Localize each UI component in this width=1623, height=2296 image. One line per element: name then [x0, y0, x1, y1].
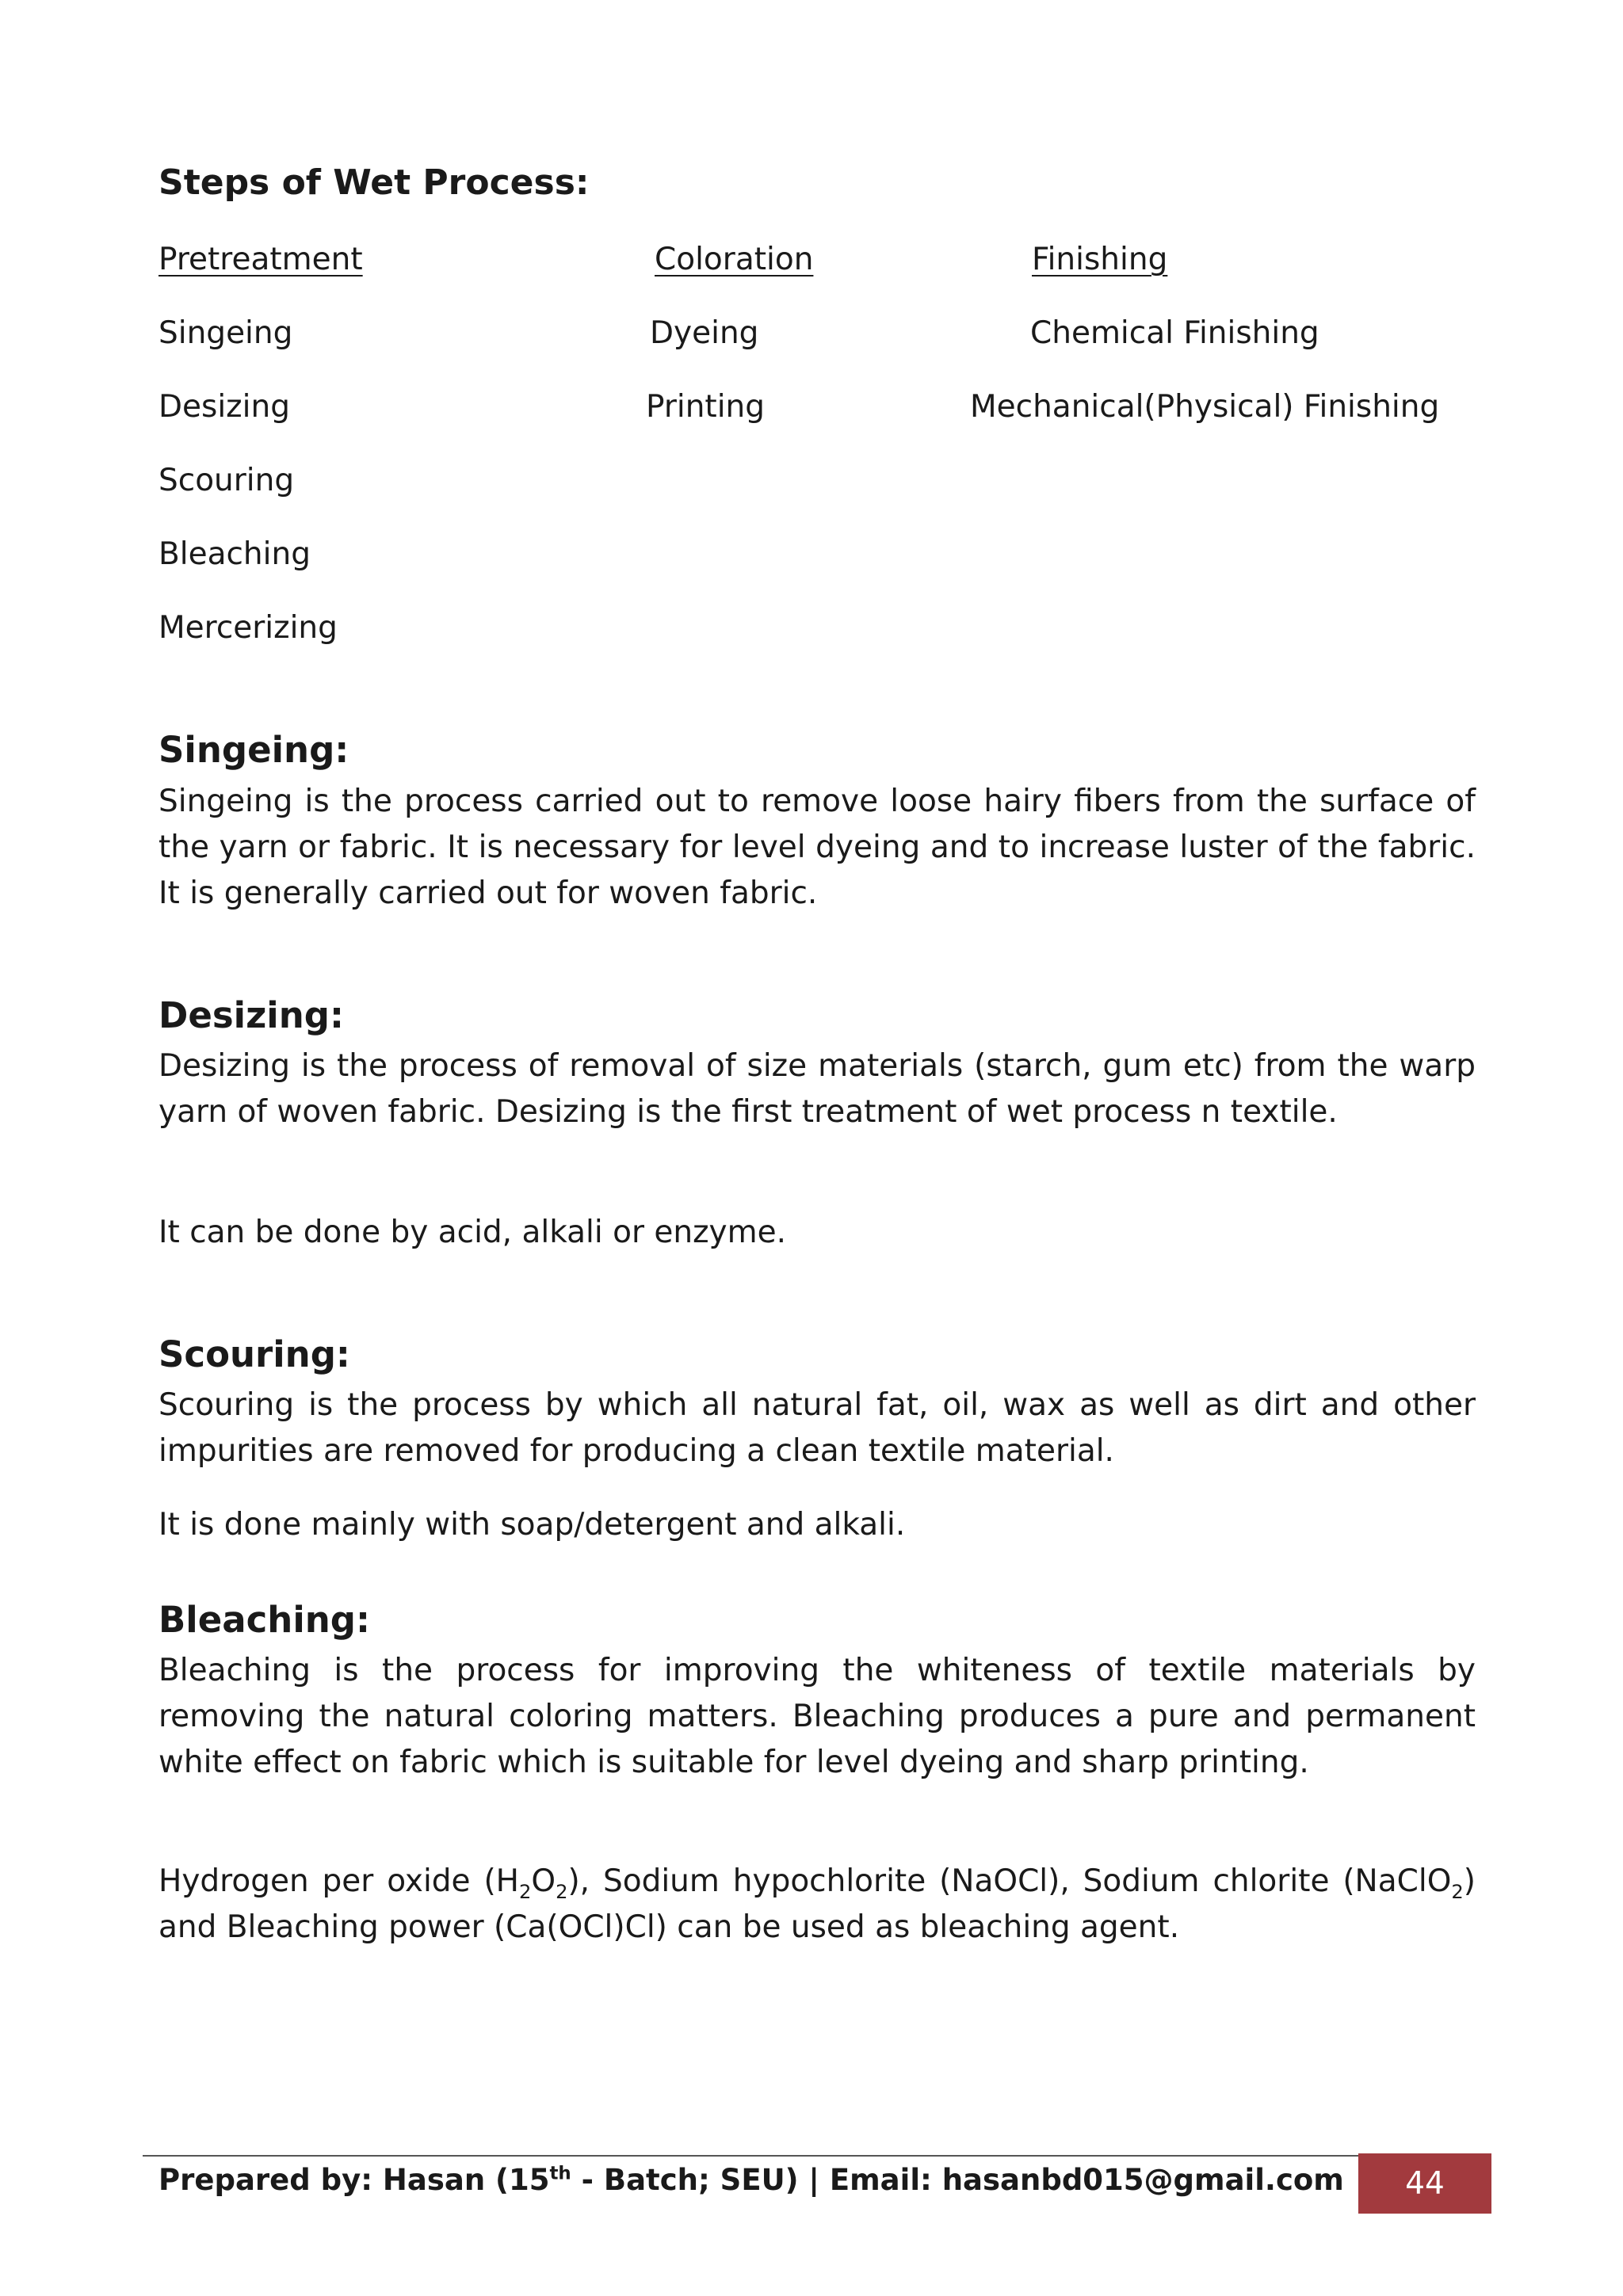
section-paragraph: Scouring is the process by which all natural fat, oil, wax as well as dirt and other impurities are removed for producing a clean textile material.	[158, 1387, 1476, 1469]
section-heading-singeing: Singeing:	[158, 729, 349, 771]
list-item: Mercerizing	[158, 610, 338, 646]
column-header-pretreatment: Pretreatment	[158, 242, 363, 277]
footer-email: hasanbd015@gmail.com	[941, 2163, 1344, 2197]
page-title: Steps of Wet Process:	[158, 162, 590, 203]
section-paragraph: Bleaching is the process for improving the whiteness of textile materials by removing the natural coloring matters. Bleaching produces a pure and permanent white effect on fabric which is suitable for level dyeing and sharp printing.	[158, 1653, 1476, 1780]
section-heading-bleaching: Bleaching:	[158, 1599, 370, 1641]
list-item: Mechanical(Physical) Finishing	[970, 389, 1440, 425]
column-header-coloration: Coloration	[655, 242, 814, 277]
page-number-badge: 44	[1358, 2153, 1491, 2214]
list-item: Dyeing	[650, 315, 759, 351]
section-heading-desizing: Desizing:	[158, 994, 344, 1036]
section-heading-scouring: Scouring:	[158, 1333, 350, 1375]
list-item: Chemical Finishing	[1030, 315, 1319, 351]
list-item: Scouring	[158, 463, 295, 498]
footer-divider	[143, 2155, 1490, 2157]
section-paragraph: It is done mainly with soap/detergent and alkali.	[158, 1507, 906, 1543]
section-paragraph-agents: Hydrogen per oxide $(H_2O_2)$, Sodium hypochlorite (NaOCl), Sodium chlorite (NaClO$_2$) and Bleaching power (Ca(OCl)Cl) can be used as bleaching agent.	[158, 1863, 1476, 1945]
section-paragraph: It can be done by acid, alkali or enzyme.	[158, 1215, 787, 1250]
list-item: Bleaching	[158, 536, 311, 572]
section-paragraph: Desizing is the process of removal of size materials (starch, gum etc) from the warp yarn of woven fabric. Desizing is the first treatment of wet process n textile.	[158, 1048, 1476, 1130]
section-paragraph: Singeing is the process carried out to remove loose hairy fibers from the surface of the yarn or fabric. It is necessary for level dyeing and to increase luster of the fabric. It is generally carried out for woven fabric.	[158, 784, 1476, 911]
list-item: Singeing	[158, 315, 293, 351]
column-header-finishing: Finishing	[1032, 242, 1168, 277]
list-item: Printing	[646, 389, 766, 425]
footer-credit: Prepared by: Hasan (15th - Batch; SEU) | Email: hasanbd015@gmail.com	[158, 2163, 1344, 2197]
list-item: Desizing	[158, 389, 290, 425]
